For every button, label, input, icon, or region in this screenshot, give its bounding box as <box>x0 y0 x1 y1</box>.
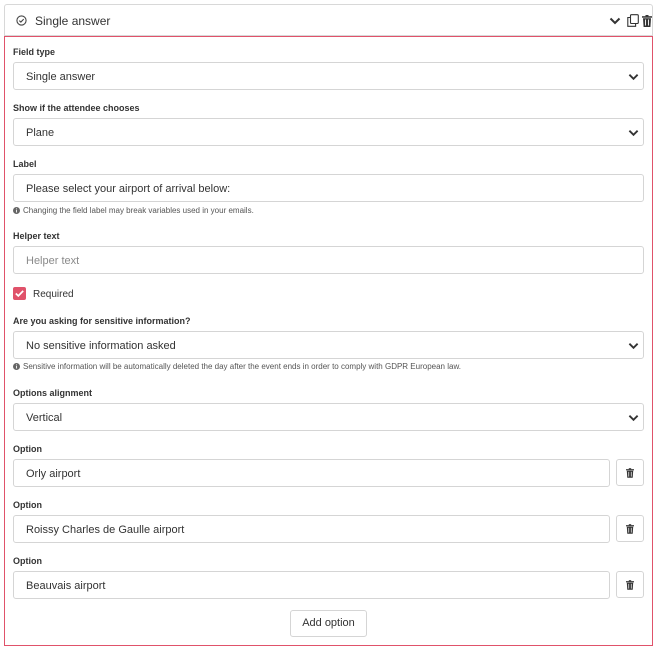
option-value: Roissy Charles de Gaulle airport <box>26 524 185 536</box>
label-hint-text: Changing the field label may break variables used in your emails. <box>23 206 254 215</box>
sensitive-hint-text: Sensitive information will be automatically deleted the day after the event ends in order to comply with GDPR European law. <box>23 362 462 371</box>
helper-text-placeholder: Helper text <box>26 255 80 267</box>
chevron-down-icon <box>628 129 639 137</box>
field-type-label: Field type <box>13 47 56 57</box>
option-input[interactable] <box>13 459 610 487</box>
chevron-down-icon[interactable] <box>609 16 621 26</box>
sensitive-select[interactable] <box>13 331 644 359</box>
copy-icon[interactable] <box>627 14 639 27</box>
sensitive-label: Are you asking for sensitive information? <box>13 316 191 326</box>
checkmark-icon <box>15 290 24 297</box>
option-label: Option <box>13 556 42 566</box>
field-card-title: Single answer <box>35 14 111 28</box>
info-icon <box>13 207 20 214</box>
label-input-value: Please select your airport of arrival below: <box>26 183 231 195</box>
sensitive-hint <box>13 362 461 371</box>
check-circle-icon <box>16 15 27 26</box>
field-type-value: Single answer <box>26 71 96 83</box>
trash-icon[interactable] <box>642 15 652 27</box>
trash-icon <box>626 524 634 534</box>
alignment-label: Options alignment <box>13 388 93 398</box>
delete-option-button[interactable] <box>616 459 644 486</box>
option-input[interactable] <box>13 571 610 599</box>
sensitive-value: No sensitive information asked <box>26 340 176 352</box>
required-checkbox[interactable] <box>13 287 26 300</box>
helper-text-label: Helper text <box>13 231 60 241</box>
field-card-header[interactable] <box>4 4 653 36</box>
option-label: Option <box>13 500 42 510</box>
add-option-button[interactable]: Add option <box>290 610 367 637</box>
show-if-label: Show if the attendee chooses <box>13 103 140 113</box>
trash-icon <box>626 468 634 478</box>
alignment-value: Vertical <box>26 412 63 424</box>
chevron-down-icon <box>628 342 639 350</box>
alignment-select[interactable] <box>13 403 644 431</box>
option-value: Orly airport <box>26 468 81 480</box>
option-input[interactable] <box>13 515 610 543</box>
helper-text-input[interactable] <box>13 246 644 274</box>
trash-icon <box>626 580 634 590</box>
label-input[interactable] <box>13 174 644 202</box>
label-field-label: Label <box>13 159 37 169</box>
show-if-value: Plane <box>26 127 55 139</box>
info-icon <box>13 363 20 370</box>
required-label: Required <box>33 289 74 300</box>
chevron-down-icon <box>628 73 639 81</box>
option-label: Option <box>13 444 42 454</box>
option-value: Beauvais airport <box>26 580 106 592</box>
chevron-down-icon <box>628 414 639 422</box>
show-if-select[interactable] <box>13 118 644 146</box>
delete-option-button[interactable] <box>616 515 644 542</box>
field-type-select[interactable] <box>13 62 644 90</box>
delete-option-button[interactable] <box>616 571 644 598</box>
label-hint <box>13 206 254 215</box>
